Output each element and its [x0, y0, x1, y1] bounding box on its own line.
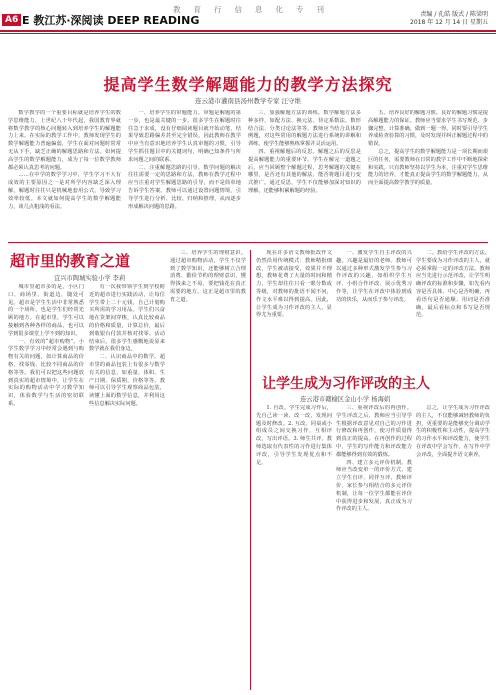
article-2-paragraph: 城市里超市多的是，小区门口、商场里、街道边，随处可见。超市是学生生活中非常熟悉的一个场所，也是学生们经常光顾的地方。在超市里，学生可以接触到各种各样的商品，也可以学到很多课堂上学不到的知识。: [8, 284, 84, 337]
masthead-rule-thin: [0, 33, 496, 34]
article-1-paragraph: 二、注重解题思路的引导。数学问题的解决往往需要一定的思路和方法，教师在教学过程中应当注重对学生解题思路的引导，而不是简单地告诉学生答案。教师可以通过设置问题情境，引导学生进行分析、比较、归纳和推理，从而逐步形成解决问题的思路。: [128, 164, 241, 210]
article-1-paragraph: 四、重视解题后的反思。解题之后的反思是提高解题能力的重要环节。学生在解完一道题之后，应当回顾整个解题过程，思考解题的关键在哪里，是否还有其他的解法，能否将题目进行变式推广。通过反思，学生不仅能够加深对知识的理解，还能够积累解题的经验。: [248, 148, 361, 194]
editor-credit: 责编 / 孔皓 版式 / 陈梁明: [420, 11, 488, 18]
article-3-col-1: [256, 405, 332, 690]
article-1-paragraph: ……在中学的数学学习中，学生学习不大有成效的主要原因之一是对所学内容缺乏深入理解，解题时往往只是机械地套用公式，导致学习效率较低。本文就如何提高学生的数学解题能力，谈几点粗浅的看法。: [8, 172, 121, 210]
article-2-author: 宜兴市陶城实验小学 李莉: [54, 275, 126, 282]
article-3-paragraph: 二、教给学生评改的方法。学生要成为习作评改的主人，就必须掌握一定的评改方法。教师应当先进行示范评改，让学生明确评改的标准和步骤，如先看内容是否具体、中心是否明确，再看语句是否通顺、用词是否准确，最后看标点和书写是否规范。: [416, 250, 490, 319]
article-2-paragraph: 有一次我带领学生到学校附近的超市进行实践活动，让每位学生带上二十元钱，自己计划购买所需的学习用品。学生们兴奋地在货架间穿梭，认真比较商品的价格和质量，计算总价，最后到收银台付款并核对找零。活动结束后，很多学生感慨地说原来数学就在我们身边。: [89, 284, 165, 353]
article-2-paragraph: 一、有效的“超市购物”。小学生数学学习中经常会遇到与购物有关的问题，如计算商品的价格、找零钱、比较不同商品的价格等等。我们可以把这些问题放到真实的超市情境中，让学生在实际的购物活动中学习数学知识，体验数学与生活的密切联系。: [8, 338, 84, 407]
article-1-paragraph: 一、培养学生的审题能力。审题是解题的第一步，也是最关键的一步。很多学生在解题时往往急于求成，没有仔细阅读题目就开始动笔，结果导致思路偏差甚至完全错误。因此教师在教学中应当有意识地培养学生认真审题的习惯，引导学生抓住题目中的关键词句，明确已知条件与所求问题之间的联系。: [128, 110, 241, 163]
article-3-col-2-top: [336, 250, 412, 368]
article-3-title: 让学生成为习作评改的主人: [262, 376, 430, 392]
article-1-paragraph: 三、加强解题方法的训练。数学解题方法多种多样，如配方法、换元法、待定系数法、数形结合法、分类讨论法等等。教师应当结合具体的例题，对这些常用的解题方法进行系统的讲解和训练，使学生能够熟练掌握并灵活运用。: [248, 110, 361, 148]
article-1-author: 连云港市灌南县汤州教学专家 汪守维: [194, 97, 302, 105]
issue-info: [410, 11, 488, 27]
article-2-col-1: [8, 284, 84, 690]
issue-date: 2018 年 12 月 14 日 星期五: [410, 19, 488, 26]
article-1-col-1: [8, 110, 121, 238]
article-3-paragraph: 一、激发学生自主评改的兴趣。兴趣是最好的老师。教师可以通过多种形式激发学生参与习作评改的兴趣，如组织学生互评、小组合作评改、展示优秀习作等，让学生在评改中体验到成功的快乐，从而乐于参与评改。: [336, 250, 412, 303]
article-1-paragraph: 五、培养良好的解题习惯。良好的解题习惯是提高解题能力的保证。教师应当要求学生书写规范、步骤完整、计算准确，做到一题一得。同时要引导学生养成检查验算的习惯，及时发现并纠正解题过程中的错误。: [368, 110, 488, 148]
column-divider: [250, 250, 251, 690]
article-1-paragraph: 数学教学的一个重要目标就是培养学生的数学思维能力，上世纪八十年代起，我国教育界就将数学教学的核心问题转入到培养学生的解题能力上来。在实际的教学工作中，教师发现学生的数学解题能力普遍偏弱，学生在面对问题时常常无从下手，缺乏正确的解题思路和方法。如何提高学生的数学解题能力，成为了每一位数学教师都必须认真思考的问题。: [8, 110, 121, 171]
article-divider: [8, 242, 488, 243]
masthead: [0, 0, 496, 44]
article-3-paragraph: 1. 自改。学生完成习作后，先自己读一读、改一改，发现问题及时修改。2. 互改。同桌或小组成员之间交换习作，互相评改，写出评语。3. 师生共评。教师选取有代表性的习作进行集体评改，引导学生发现优点和不足。: [256, 405, 332, 466]
article-1-col-2: [128, 110, 241, 238]
article-1-col-4: [368, 110, 488, 238]
article-3-col-3: [416, 405, 490, 690]
article-3-paragraph: 三、重视评改后的再创作。学生评改之后，教师应当引导学生根据评改意见对自己的习作进行修改和再创作，使习作质量得到真正的提高。在再创作的过程中，学生的写作能力和评改能力都能够得到有效的锻炼。: [336, 405, 412, 458]
article-2-col-3: [170, 250, 246, 690]
section-title: E 教江苏·深阅读 DEEP READING: [22, 14, 200, 27]
article-1-col-3: [248, 110, 361, 238]
article-1-title: 提高学生数学解题能力的教学方法探究: [103, 75, 393, 94]
article-3-paragraph: 总之，让学生成为习作评改的主人，不仅能够减轻教师的负担，更重要的是能够充分调动学生的积极性和主动性，提高学生的习作水平和评改能力，使学生在评改中学会写作，在写作中学会评改，全面提升语文素养。: [416, 405, 490, 458]
article-2-title: 超市里的教育之道: [10, 252, 131, 270]
article-2-paragraph: 二、认识商品中的数学。超市里的商品包装上有很多与数学有关的信息，如重量、体积、生产日期、保质期、价格等等。教师可以引导学生观察商品包装，读懂上面的数学信息，并利用这些信息解决实际问题。: [89, 354, 165, 407]
article-3-col-1-top: [256, 250, 332, 368]
article-2-col-2: [89, 284, 165, 690]
masthead-rule: [0, 30, 496, 32]
article-3-col-2: [336, 405, 412, 690]
article-2-paragraph: 三、培养学生的理财意识。通过超市购物活动，学生不仅学到了数学知识，还能够树立合理消费、勤俭节约的理财意识，懂得钱来之不易，要把钱花在真正需要的地方。这正是超市里的教育之道。: [170, 250, 246, 303]
article-1-paragraph: 总之，提高学生的数学解题能力是一项长期而艰巨的任务，需要教师在日常的教学工作中不断地探索和实践。只有教师坚持以学生为本，注重对学生思维能力的培养，才能真正提高学生的数学解题能力，从而全面提高数学教学的质量。: [368, 148, 488, 187]
masthead-tagline: 教育行信息化专刊: [173, 5, 337, 14]
page-number-badge: A6: [2, 14, 21, 26]
article-3-col-3-top: [416, 250, 490, 368]
article-3-paragraph: 四、建立多元评价机制。教师应当改变单一的评价方式，建立学生自评、同伴互评、教师评价、家长参与相结合的多元评价机制，让每一位学生都能在评价中获得进步和发展，真正成为习作评改的主人。: [336, 459, 412, 513]
article-3-author: 连云港市赣榆区金山小学 杨海娟: [300, 396, 391, 403]
article-3-paragraph: 现在许多语文教师批改作文仍然沿用传统模式：教师精批细改，学生被动接受，效果并不理想。教师花费了大量的时间和精力，学生却往往只看一眼分数或等级，对教师的批语不闻不问，作文水平难以得到提高。因此，让学生成为习作评改的主人，显得尤为重要。: [256, 250, 332, 319]
